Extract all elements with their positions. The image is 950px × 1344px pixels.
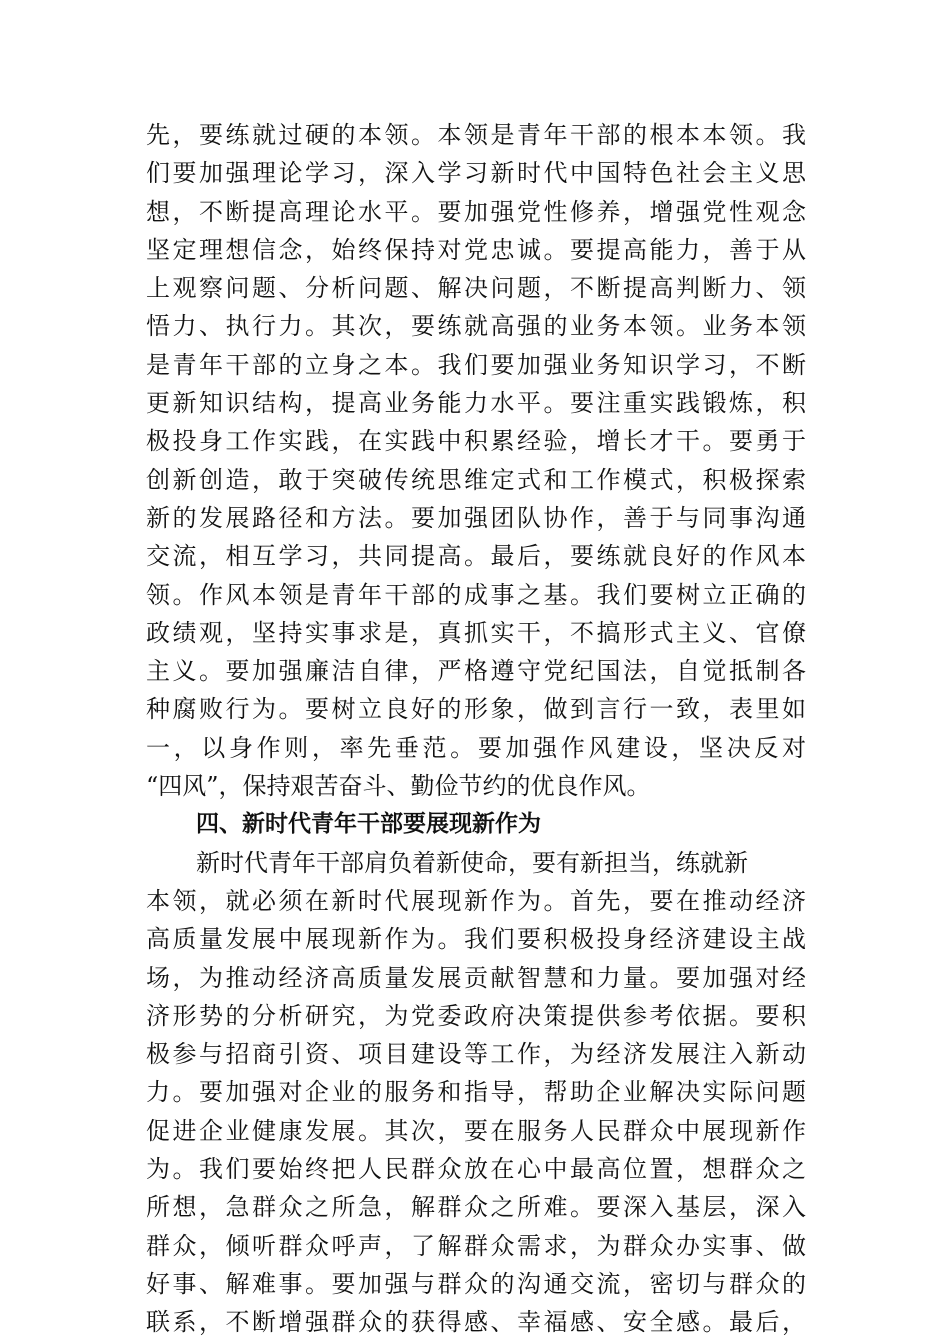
text-line: 济形势的分析研究，为党委政府决策提供参考依据。要积	[146, 1001, 806, 1030]
text-line: 极参与招商引资、项目建设等工作，为经济发展注入新动	[146, 1040, 806, 1069]
text-line: 创新创造，敢于突破传统思维定式和工作模式，积极探索	[146, 465, 806, 494]
text-line: 联系，不断增强群众的获得感、幸福感、安全感。最后，	[146, 1308, 806, 1337]
section-heading: 四、新时代青年干部要展现新作为	[196, 811, 541, 838]
text-line: 促进企业健康发展。其次，要在服务人民群众中展现新作	[146, 1116, 806, 1145]
text-line: “四风”，保持艰苦奋斗、勤俭节约的优良作风。	[146, 772, 651, 801]
text-line: 极投身工作实践，在实践中积累经验，增长才干。要勇于	[146, 427, 806, 456]
text-line: 一，以身作则，率先垂范。要加强作风建设，坚决反对	[146, 733, 806, 762]
text-line: 新时代青年干部肩负着新使命，要有新担当，练就新	[196, 848, 748, 877]
text-line: 是青年干部的立身之本。我们要加强业务知识学习，不断	[146, 350, 806, 379]
text-line: 群众，倾听群众呼声，了解群众需求，为群众办实事、做	[146, 1231, 806, 1260]
text-line: 种腐败行为。要树立良好的形象，做到言行一致，表里如	[146, 695, 806, 724]
text-line: 先，要练就过硬的本领。本领是青年干部的根本本领。我	[146, 121, 806, 149]
text-line: 坚定理想信念，始终保持对党忠诚。要提高能力，善于从	[146, 235, 806, 264]
text-line: 好事、解难事。要加强与群众的沟通交流，密切与群众的	[146, 1269, 806, 1298]
text-line: 主义。要加强廉洁自律，严格遵守党纪国法，自觉抵制各	[146, 657, 806, 686]
text-line: 上观察问题、分析问题、解决问题，不断提高判断力、领	[146, 274, 806, 303]
text-line: 所想，急群众之所急，解群众之所难。要深入基层，深入	[146, 1193, 806, 1222]
text-line: 场，为推动经济高质量发展贡献智慧和力量。要加强对经	[146, 963, 806, 992]
text-line: 高质量发展中展现新作为。我们要积极投身经济建设主战	[146, 925, 806, 954]
text-line: 新的发展路径和方法。要加强团队协作，善于与同事沟通	[146, 503, 806, 532]
text-line: 领。作风本领是青年干部的成事之基。我们要树立正确的	[146, 580, 806, 609]
text-line: 想，不断提高理论水平。要加强党性修养，增强党性观念	[146, 197, 806, 226]
text-line: 政绩观，坚持实事求是，真抓实干，不搞形式主义、官僚	[146, 618, 806, 647]
text-line: 为。我们要始终把人民群众放在心中最高位置，想群众之	[146, 1155, 806, 1184]
text-line: 悟力、执行力。其次，要练就高强的业务本领。业务本领	[146, 312, 806, 341]
text-line: 交流，相互学习，共同提高。最后，要练就良好的作风本	[146, 542, 806, 571]
text-line: 更新知识结构，提高业务能力水平。要注重实践锻炼，积	[146, 389, 806, 418]
text-line: 们要加强理论学习，深入学习新时代中国特色社会主义思	[146, 159, 806, 188]
text-line: 本领，就必须在新时代展现新作为。首先，要在推动经济	[146, 886, 806, 915]
text-line: 力。要加强对企业的服务和指导，帮助企业解决实际问题	[146, 1078, 806, 1107]
document-body	[146, 116, 806, 1342]
